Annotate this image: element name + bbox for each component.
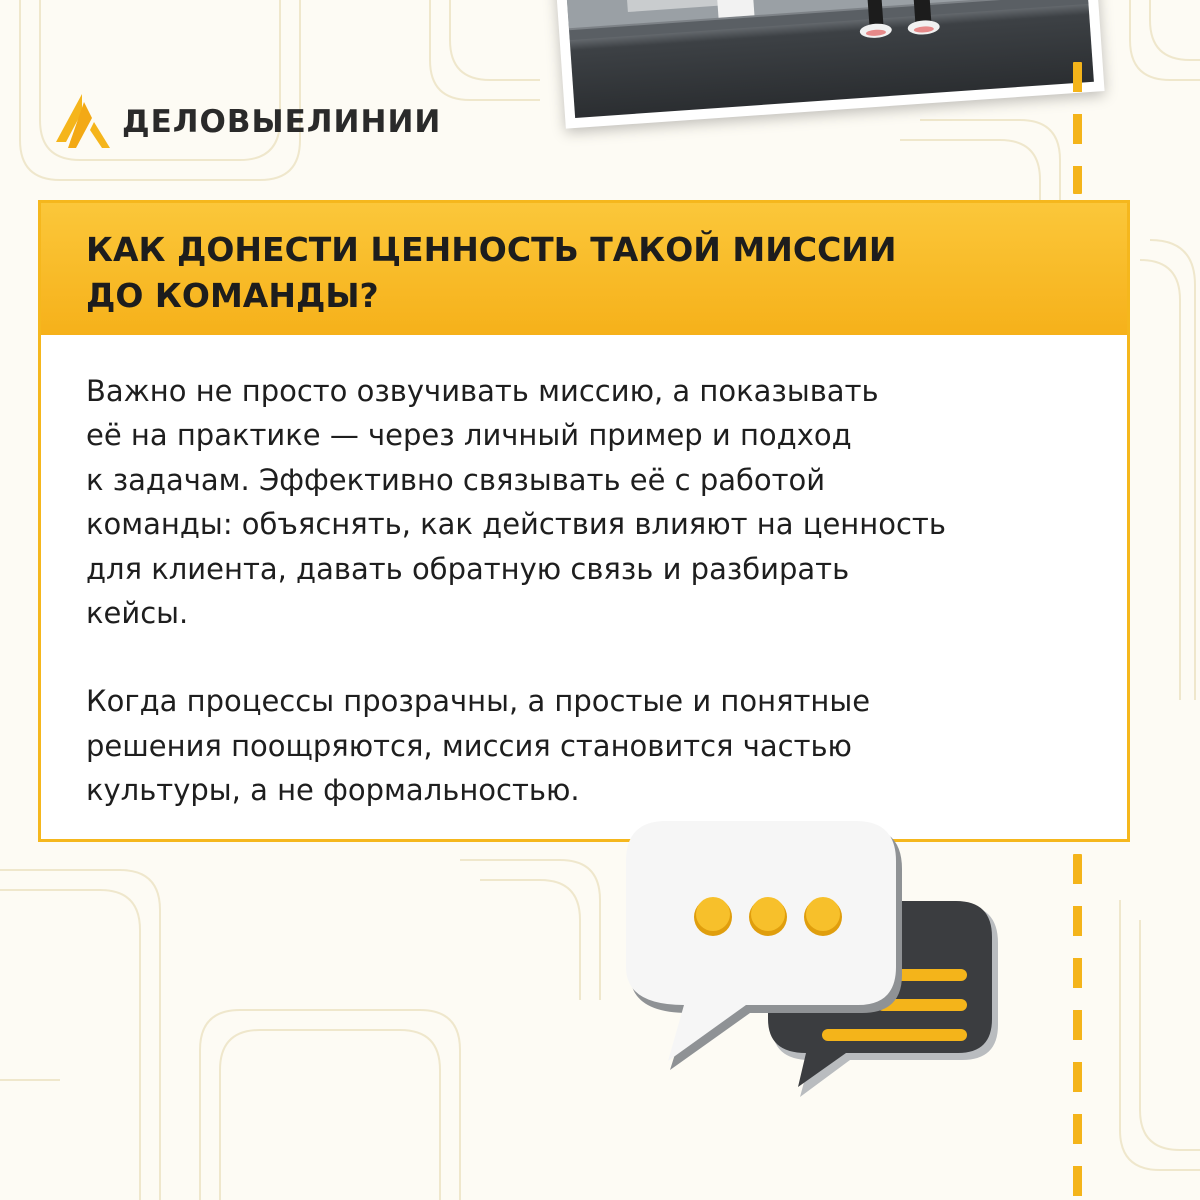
logo-text: ДЕЛОВЫЕЛИНИИ [122, 104, 442, 140]
card-body [41, 335, 1127, 813]
content-card [38, 200, 1130, 842]
chat-bubbles-icon [600, 815, 1020, 1115]
card-title: КАК ДОНЕСТИ ЦЕННОСТЬ ТАКОЙ МИССИИ ДО КОМАНДЫ? [86, 230, 897, 315]
paragraph-2: Когда процессы прозрачны, а простые и понятные решения поощряются, миссия становится частью культуры, а не формальностью. [86, 684, 871, 808]
paragraph-1: Важно не просто озвучивать миссию, а показывать её на практике — через личный пример и подход к задачам. Эффективно связывать её с работой команды: объяснять, как действия влияют на ценность для клиента, давать обратную связь и разбирать кейсы. [86, 374, 946, 631]
logo-triangle-icon [52, 92, 114, 148]
dashed-line-top [1073, 62, 1082, 194]
dashed-line-bottom [1073, 854, 1082, 1200]
card-header [41, 203, 1127, 335]
